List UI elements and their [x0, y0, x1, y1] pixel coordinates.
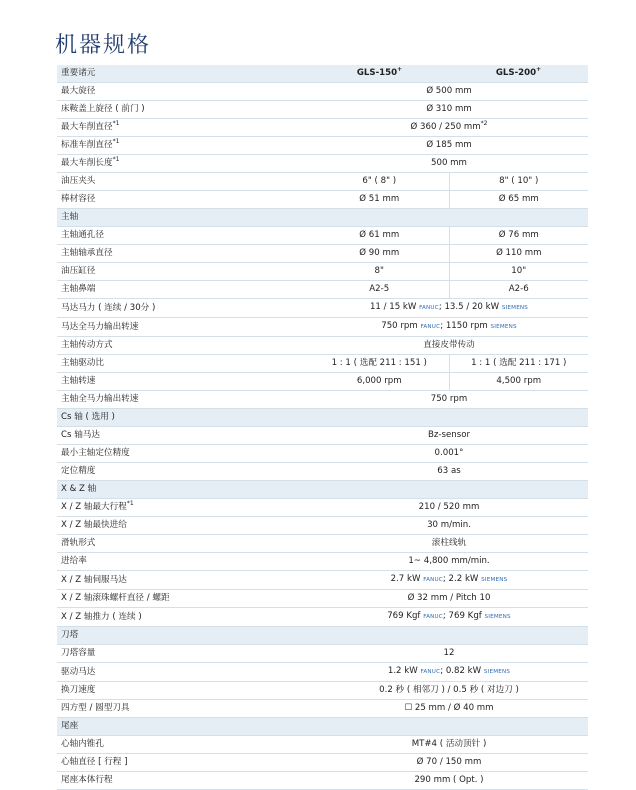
- model-b-value: 8" ( 10" ): [449, 173, 588, 191]
- row-label: Cs 轴马达: [57, 427, 310, 445]
- model-b-value: 10": [449, 263, 588, 281]
- section-label: 主轴: [57, 209, 588, 227]
- model-a-value: 6" ( 8" ): [310, 173, 449, 191]
- table-row: [57, 337, 588, 355]
- fanuc-tag: FANUC: [420, 669, 441, 675]
- table-row: [57, 645, 588, 663]
- row-value: Ø 32 mm / Pitch 10: [310, 590, 588, 608]
- fanuc-tag: FANUC: [419, 305, 439, 311]
- table-row: [57, 281, 588, 299]
- row-label: X / Z 轴最快进给: [57, 517, 310, 535]
- row-label: 刀塔容量: [57, 645, 310, 663]
- row-label: X / Z 轴伺服马达: [57, 571, 310, 590]
- model-b-value: Ø 110 mm: [449, 245, 588, 263]
- table-row: [57, 391, 588, 409]
- table-row: [57, 245, 588, 263]
- row-label: 最大旋径: [57, 83, 310, 101]
- row-value: 500 mm: [310, 155, 588, 173]
- row-label: 标准车削直径$^{*1}$: [57, 137, 310, 155]
- model-a-value: 6,000 rpm: [310, 373, 449, 391]
- row-value: ☐ 25 mm / Ø 40 mm: [310, 700, 588, 718]
- row-label: 进给率: [57, 553, 310, 571]
- row-value: 750 rpm: [310, 391, 588, 409]
- row-value: 0.2 秒 ( 相邻刀 ) / 0.5 秒 ( 对边刀 ): [310, 682, 588, 700]
- fanuc-tag: FANUC: [423, 577, 443, 583]
- row-label: 主轴驱动比: [57, 355, 310, 373]
- table-row: [57, 682, 588, 700]
- table-row: [57, 663, 588, 682]
- table-row: [57, 227, 588, 245]
- table-row: [57, 119, 588, 137]
- table-row: [57, 299, 588, 318]
- row-label: 马达马力 ( 连续 / 30分 ): [57, 299, 310, 318]
- model-a-value: A2-5: [310, 281, 449, 299]
- row-value: Ø 500 mm: [310, 83, 588, 101]
- row-label: 心轴内锥孔: [57, 736, 310, 754]
- table-row: [57, 155, 588, 173]
- row-value: 63 as: [310, 463, 588, 481]
- row-label: 最小主轴定位精度: [57, 445, 310, 463]
- row-label: 最大车削直径$^{*1}$: [57, 119, 310, 137]
- row-value: Bz-sensor: [310, 427, 588, 445]
- row-label: 主轴鼻端: [57, 281, 310, 299]
- model-a-header: GLS-150+: [310, 65, 449, 83]
- table-row: [57, 499, 588, 517]
- table-row: [57, 463, 588, 481]
- section-row-xz-axis: [57, 481, 588, 499]
- model-b-value: A2-6: [449, 281, 588, 299]
- table-row: [57, 101, 588, 119]
- table-row: [57, 173, 588, 191]
- model-b-value: Ø 65 mm: [449, 191, 588, 209]
- row-label: 最大车削长度$^{*1}$: [57, 155, 310, 173]
- siemens-tag: SIEMENS: [484, 614, 511, 620]
- table-row: [57, 590, 588, 608]
- row-label: 尾座本体行程: [57, 772, 310, 790]
- row-label: 主轴全马力输出转速: [57, 391, 310, 409]
- table-row: [57, 736, 588, 754]
- row-label: 马达全马力输出转速: [57, 318, 310, 337]
- row-value: 2.7 kW FANUC; 2.2 kW SIEMENS: [310, 571, 588, 590]
- fanuc-tag: FANUC: [420, 324, 441, 330]
- model-a-value: 1 : 1 ( 选配 211 : 151 ): [310, 355, 449, 373]
- model-b-header: GLS-200+: [449, 65, 588, 83]
- row-label: 驱动马达: [57, 663, 310, 682]
- section-label: Cs 轴 ( 选用 ): [57, 409, 588, 427]
- row-value: Ø 310 mm: [310, 101, 588, 119]
- table-row: [57, 137, 588, 155]
- section-row-spindle: [57, 209, 588, 227]
- model-b-value: Ø 76 mm: [449, 227, 588, 245]
- row-value: 1.2 kW FANUC; 0.82 kW SIEMENS: [310, 663, 588, 682]
- table-row: [57, 571, 588, 590]
- table-row: [57, 318, 588, 337]
- row-label: X / Z 轴最大行程$^{*1}$: [57, 499, 310, 517]
- table-row: [57, 700, 588, 718]
- section-row-cs-axis: [57, 409, 588, 427]
- section-label: X & Z 轴: [57, 481, 588, 499]
- table-row: [57, 517, 588, 535]
- table-row: [57, 445, 588, 463]
- row-value: 750 rpm FANUC; 1150 rpm SIEMENS: [310, 318, 588, 337]
- row-label: 主轴转速: [57, 373, 310, 391]
- row-value: 769 Kgf FANUC; 769 Kgf SIEMENS: [310, 608, 588, 627]
- row-label: 主轴通孔径: [57, 227, 310, 245]
- model-a-value: 8": [310, 263, 449, 281]
- row-value: 直接皮带传动: [310, 337, 588, 355]
- row-label: 心轴直径 [ 行程 ]: [57, 754, 310, 772]
- table-row: [57, 263, 588, 281]
- table-row: [57, 535, 588, 553]
- table-row: [57, 83, 588, 101]
- table-row: [57, 608, 588, 627]
- row-label: 定位精度: [57, 463, 310, 481]
- row-label: 滑轨形式: [57, 535, 310, 553]
- table-row: [57, 772, 588, 790]
- siemens-tag: SIEMENS: [501, 305, 529, 311]
- table-header-row: [57, 65, 588, 83]
- model-b-value: 1 : 1 ( 选配 211 : 171 ): [449, 355, 588, 373]
- table-row: [57, 553, 588, 571]
- page-title: 机器规格: [55, 33, 152, 58]
- row-value: 0.001°: [310, 445, 588, 463]
- section-row-turret: [57, 627, 588, 645]
- row-label: 主轴传动方式: [57, 337, 310, 355]
- row-value: 290 mm ( Opt. ): [310, 772, 588, 790]
- model-a-value: Ø 90 mm: [310, 245, 449, 263]
- model-b-value: 4,500 rpm: [449, 373, 588, 391]
- section-label: 刀塔: [57, 627, 588, 645]
- row-value: MT#4 ( 活动顶针 ): [310, 736, 588, 754]
- row-value: Ø 360 / 250 $mm^{*2}$: [310, 119, 588, 137]
- row-label: 油压缸径: [57, 263, 310, 281]
- row-value: 滚柱线轨: [310, 535, 588, 553]
- table-row: [57, 191, 588, 209]
- row-label: 换刀速度: [57, 682, 310, 700]
- row-value: 210 / 520 mm: [310, 499, 588, 517]
- siemens-tag: SIEMENS: [483, 669, 511, 675]
- section-row-tailstock: [57, 718, 588, 736]
- fanuc-tag: FANUC: [423, 614, 443, 620]
- row-value: Ø 185 mm: [310, 137, 588, 155]
- row-value: Ø 70 / 150 mm: [310, 754, 588, 772]
- row-value: 12: [310, 645, 588, 663]
- section-label: 尾座: [57, 718, 588, 736]
- row-label: X / Z 轴滚珠螺杆直径 / 螺距: [57, 590, 310, 608]
- row-label: X / Z 轴推力 ( 连续 ): [57, 608, 310, 627]
- spec-table: [57, 65, 588, 790]
- row-value: 11 / 15 kW FANUC; 13.5 / 20 kW SIEMENS: [310, 299, 588, 318]
- row-label: 主轴轴承直径: [57, 245, 310, 263]
- row-label: 棒材容径: [57, 191, 310, 209]
- row-value: 30 m/min.: [310, 517, 588, 535]
- table-row: [57, 427, 588, 445]
- table-row: [57, 754, 588, 772]
- row-value: 1~ 4,800 mm/min.: [310, 553, 588, 571]
- row-label: 油压夹头: [57, 173, 310, 191]
- model-a-value: Ø 51 mm: [310, 191, 449, 209]
- header-label: 重要诸元: [57, 65, 310, 83]
- row-label: 床鞍盖上旋径 ( 前门 ): [57, 101, 310, 119]
- table-row: [57, 373, 588, 391]
- siemens-tag: SIEMENS: [490, 324, 517, 330]
- table-row: [57, 355, 588, 373]
- row-label: 四方型 / 圆型刀具: [57, 700, 310, 718]
- model-a-value: Ø 61 mm: [310, 227, 449, 245]
- siemens-tag: SIEMENS: [481, 577, 508, 583]
